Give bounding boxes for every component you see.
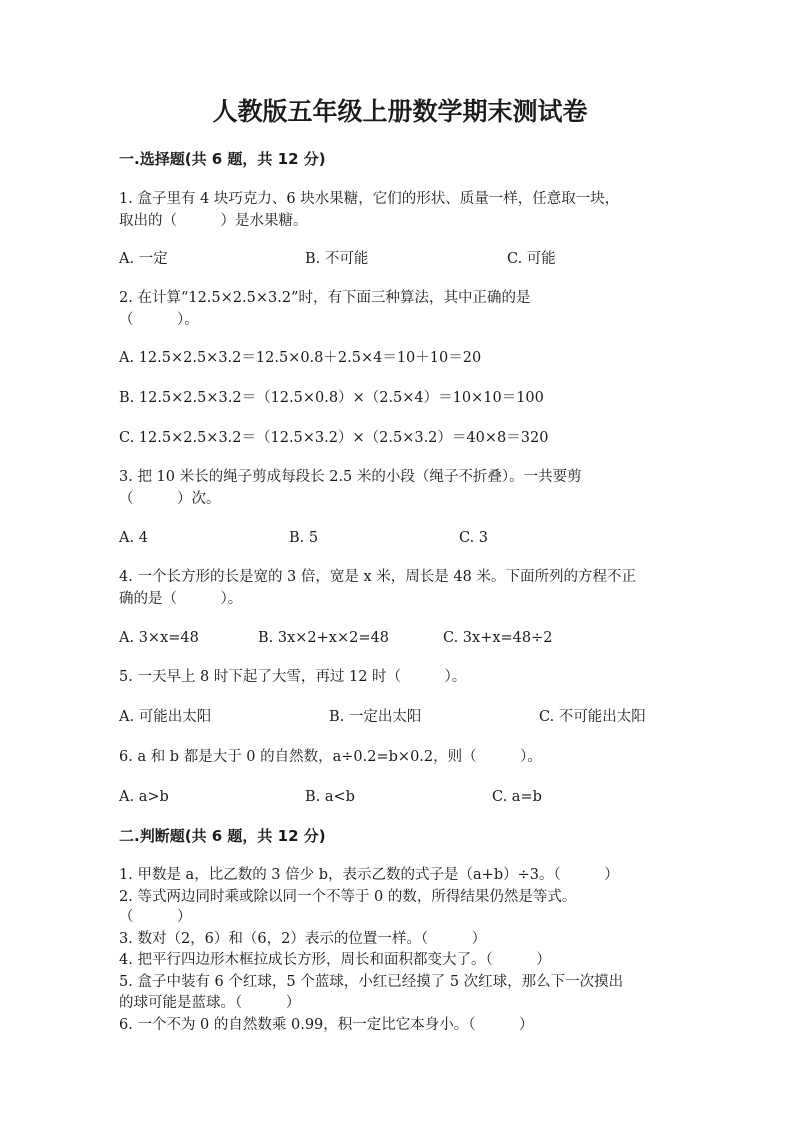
judgment-line-6: 5. 盒子中装有 6 个红球，5 个蓝球，小红已经摸了 5 次红球，那么下一次摸出 [119,974,624,990]
judgment-line-7: 的球可能是蓝球。（ ） [119,995,301,1011]
judgment-line-8: 6. 一个不为 0 的自然数乘 0.99，积一定比它本身小。（ ） [119,1017,534,1033]
question-4-option-b: B. 3x×2+x×2=48 [258,630,389,646]
question-2-option-b: B. 12.5×2.5×3.2＝（12.5×0.8）×（2.5×4）＝10×10＝100 [119,390,544,406]
question-4-option-a: A. 3×x=48 [119,630,199,646]
judgment-line-3: （ ） [119,909,192,925]
question-4-option-c: C. 3x+x=48÷2 [443,630,553,646]
question-2-option-c: C. 12.5×2.5×3.2＝（12.5×3.2）×（2.5×3.2）＝40×8＝320 [119,430,549,446]
judgment-line-1: 1. 甲数是 a，比乙数的 3 倍少 b，表示乙数的式子是（a+b）÷3。（ ） [119,867,619,883]
question-6-option-a: A. a>b [119,789,169,805]
question-2-line-2: （ ）。 [119,312,199,328]
question-4-line-1: 4. 一个长方形的长是宽的 3 倍，宽是 x 米，周长是 48 米。下面所列的方程不正 [119,569,636,585]
question-1-line-1: 1. 盒子里有 4 块巧克力、6 块水果糖，它们的形状、质量一样，任意取一块， [119,191,620,207]
question-6-line-1: 6. a 和 b 都是大于 0 的自然数，a÷0.2=b×0.2，则（ ）。 [119,749,542,765]
question-5-option-b: B. 一定出太阳 [329,709,422,725]
question-2-option-a: A. 12.5×2.5×3.2＝12.5×0.8＋2.5×4＝10＋10＝20 [119,350,482,366]
judgment-line-4: 3. 数对（2，6）和（6，2）表示的位置一样。（ ） [119,931,487,947]
judgment-line-5: 4. 把平行四边形木框拉成长方形，周长和面积都变大了。（ ） [119,952,551,968]
question-1-option-a: A. 一定 [119,251,168,267]
question-6-option-b: B. a<b [305,789,355,805]
question-1-line-2: 取出的（ ）是水果糖。 [119,213,308,229]
question-5-option-a: A. 可能出太阳 [119,709,212,725]
question-3-line-2: （ ）次。 [119,491,221,507]
question-1-option-c: C. 可能 [507,251,556,267]
question-3-option-c: C. 3 [459,530,489,546]
judgment-line-2: 2. 等式两边同时乘或除以同一个不等于 0 的数，所得结果仍然是等式。 [119,889,577,905]
question-3-line-1: 3. 把 10 米长的绳子剪成每段长 2.5 米的小段（绳子不折叠）。一共要剪 [119,469,582,485]
page-title: 人教版五年级上册数学期末测试卷 [212,97,588,126]
question-2-line-1: 2. 在计算“12.5×2.5×3.2”时，有下面三种算法，其中正确的是 [119,290,531,306]
question-3-option-a: A. 4 [119,530,148,546]
question-3-option-b: B. 5 [289,530,319,546]
question-5-line-1: 5. 一天早上 8 时下起了大雪，再过 12 时（ ）。 [119,669,467,685]
question-6-option-c: C. a=b [492,789,542,805]
question-5-option-c: C. 不可能出太阳 [539,709,646,725]
section-heading-choice: 一.选择题(共 6 题，共 12 分) [119,150,326,168]
question-4-line-2: 确的是（ ）。 [119,591,243,607]
section-heading-judgment: 二.判断题(共 6 题，共 12 分) [119,827,326,845]
question-1-option-b: B. 不可能 [305,251,369,267]
